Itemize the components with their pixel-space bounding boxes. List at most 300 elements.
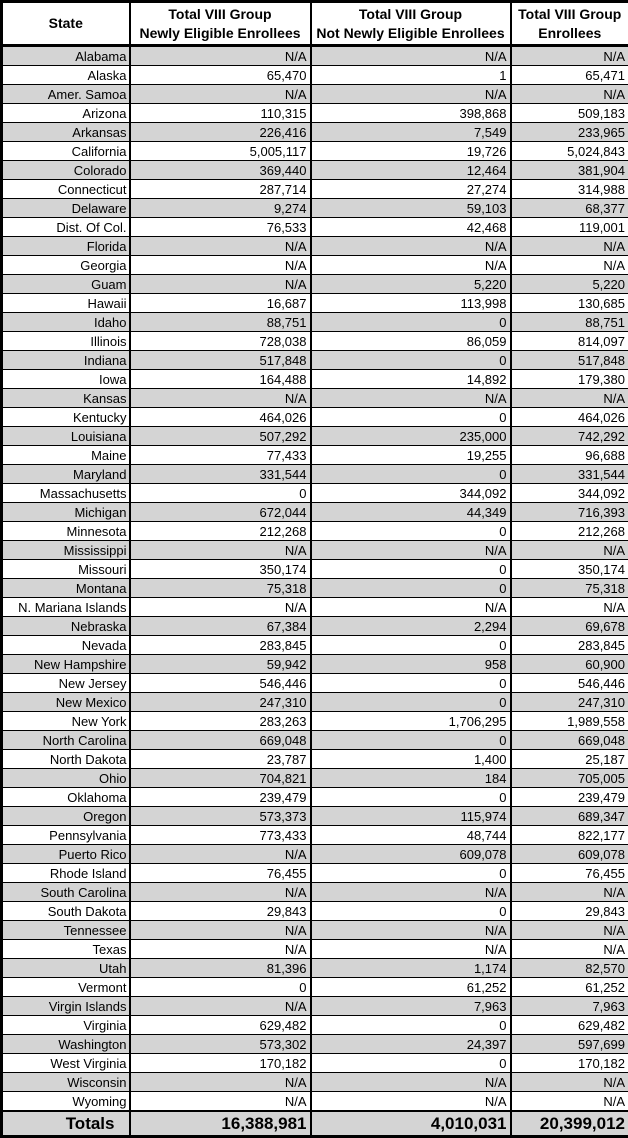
value-cell: 59,942	[130, 655, 311, 674]
col-header-newly-line2: Newly Eligible Enrollees	[133, 24, 308, 42]
value-cell: N/A	[130, 275, 311, 294]
value-cell: 60,900	[511, 655, 628, 674]
value-cell: 669,048	[511, 731, 628, 750]
state-cell: Oregon	[2, 807, 130, 826]
state-cell: Kansas	[2, 389, 130, 408]
state-cell: South Dakota	[2, 902, 130, 921]
value-cell: 75,318	[511, 579, 628, 598]
state-cell: Iowa	[2, 370, 130, 389]
state-cell: Connecticut	[2, 180, 130, 199]
value-cell: 287,714	[130, 180, 311, 199]
state-cell: Rhode Island	[2, 864, 130, 883]
value-cell: 19,726	[311, 142, 511, 161]
value-cell: 705,005	[511, 769, 628, 788]
col-header-total-line2: Enrollees	[514, 24, 627, 42]
value-cell: 67,384	[130, 617, 311, 636]
value-cell: N/A	[130, 389, 311, 408]
table-row	[2, 1054, 628, 1073]
state-cell: Indiana	[2, 351, 130, 370]
table-row	[2, 104, 628, 123]
value-cell: 0	[311, 465, 511, 484]
value-cell: 728,038	[130, 332, 311, 351]
table-header	[2, 2, 628, 46]
value-cell: 27,274	[311, 180, 511, 199]
value-cell: 239,479	[130, 788, 311, 807]
value-cell: 2,294	[311, 617, 511, 636]
value-cell: 247,310	[130, 693, 311, 712]
table-row	[2, 1035, 628, 1054]
value-cell: 170,182	[511, 1054, 628, 1073]
col-header-not-newly-line2: Not Newly Eligible Enrollees	[314, 24, 508, 42]
value-cell: 509,183	[511, 104, 628, 123]
value-cell: 283,263	[130, 712, 311, 731]
value-cell: N/A	[130, 997, 311, 1016]
state-cell: Delaware	[2, 199, 130, 218]
value-cell: 5,220	[311, 275, 511, 294]
value-cell: 226,416	[130, 123, 311, 142]
state-cell: California	[2, 142, 130, 161]
value-cell: N/A	[311, 883, 511, 902]
value-cell: 464,026	[130, 408, 311, 427]
value-cell: N/A	[511, 921, 628, 940]
value-cell: 96,688	[511, 446, 628, 465]
value-cell: 29,843	[130, 902, 311, 921]
value-cell: 247,310	[511, 693, 628, 712]
value-cell: 958	[311, 655, 511, 674]
value-cell: 669,048	[130, 731, 311, 750]
value-cell: 507,292	[130, 427, 311, 446]
table-row	[2, 351, 628, 370]
value-cell: 0	[311, 731, 511, 750]
value-cell: 82,570	[511, 959, 628, 978]
state-cell: Arkansas	[2, 123, 130, 142]
state-cell: Hawaii	[2, 294, 130, 313]
value-cell: 283,845	[511, 636, 628, 655]
table-row	[2, 408, 628, 427]
value-cell: N/A	[130, 541, 311, 560]
table-row	[2, 693, 628, 712]
value-cell: 773,433	[130, 826, 311, 845]
value-cell: 331,544	[511, 465, 628, 484]
table-row	[2, 807, 628, 826]
value-cell: N/A	[511, 256, 628, 275]
state-cell: New Hampshire	[2, 655, 130, 674]
col-header-not-newly-line1: Total VIII Group	[314, 5, 508, 23]
value-cell: 48,744	[311, 826, 511, 845]
table-row	[2, 522, 628, 541]
value-cell: 381,904	[511, 161, 628, 180]
value-cell: N/A	[311, 1073, 511, 1092]
state-cell: West Virginia	[2, 1054, 130, 1073]
col-header-total-line1: Total VIII Group	[514, 5, 627, 23]
value-cell: 76,533	[130, 218, 311, 237]
state-cell: Mississippi	[2, 541, 130, 560]
value-cell: 629,482	[130, 1016, 311, 1035]
state-cell: Vermont	[2, 978, 130, 997]
table-row	[2, 655, 628, 674]
value-cell: 1,706,295	[311, 712, 511, 731]
value-cell: N/A	[511, 46, 628, 66]
value-cell: N/A	[511, 1073, 628, 1092]
state-cell: Minnesota	[2, 522, 130, 541]
state-cell: Illinois	[2, 332, 130, 351]
value-cell: N/A	[311, 46, 511, 66]
value-cell: 0	[311, 313, 511, 332]
value-cell: 59,103	[311, 199, 511, 218]
value-cell: 61,252	[511, 978, 628, 997]
value-cell: 398,868	[311, 104, 511, 123]
value-cell: 350,174	[511, 560, 628, 579]
value-cell: N/A	[130, 237, 311, 256]
value-cell: N/A	[130, 46, 311, 66]
totals-newly-eligible: 16,388,981	[130, 1111, 311, 1137]
table-row	[2, 636, 628, 655]
value-cell: 1,174	[311, 959, 511, 978]
value-cell: 7,549	[311, 123, 511, 142]
value-cell: N/A	[511, 883, 628, 902]
table-row	[2, 579, 628, 598]
state-cell: Wisconsin	[2, 1073, 130, 1092]
state-cell: Florida	[2, 237, 130, 256]
value-cell: 76,455	[130, 864, 311, 883]
table-row	[2, 731, 628, 750]
value-cell: N/A	[311, 940, 511, 959]
value-cell: N/A	[511, 389, 628, 408]
state-cell: Oklahoma	[2, 788, 130, 807]
value-cell: 86,059	[311, 332, 511, 351]
value-cell: 239,479	[511, 788, 628, 807]
value-cell: 23,787	[130, 750, 311, 769]
state-cell: Pennsylvania	[2, 826, 130, 845]
value-cell: 65,470	[130, 66, 311, 85]
value-cell: 0	[311, 674, 511, 693]
table-row	[2, 313, 628, 332]
col-header-state-line1: State	[5, 14, 127, 32]
value-cell: N/A	[511, 237, 628, 256]
value-cell: 29,843	[511, 902, 628, 921]
state-cell: Massachusetts	[2, 484, 130, 503]
table-row	[2, 674, 628, 693]
value-cell: 0	[311, 351, 511, 370]
value-cell: N/A	[130, 598, 311, 617]
value-cell: 716,393	[511, 503, 628, 522]
value-cell: 369,440	[130, 161, 311, 180]
value-cell: N/A	[511, 598, 628, 617]
value-cell: 212,268	[130, 522, 311, 541]
value-cell: 25,187	[511, 750, 628, 769]
value-cell: 24,397	[311, 1035, 511, 1054]
value-cell: N/A	[311, 921, 511, 940]
table-row	[2, 883, 628, 902]
value-cell: 5,220	[511, 275, 628, 294]
value-cell: 110,315	[130, 104, 311, 123]
value-cell: N/A	[130, 845, 311, 864]
value-cell: 184	[311, 769, 511, 788]
value-cell: 629,482	[511, 1016, 628, 1035]
totals-label: Totals	[2, 1111, 130, 1137]
value-cell: N/A	[130, 1073, 311, 1092]
state-cell: Montana	[2, 579, 130, 598]
value-cell: 0	[130, 484, 311, 503]
table-footer	[2, 1111, 628, 1137]
table-row	[2, 370, 628, 389]
value-cell: 233,965	[511, 123, 628, 142]
col-header-total-enrollees	[511, 2, 628, 46]
state-cell: N. Mariana Islands	[2, 598, 130, 617]
table-row	[2, 294, 628, 313]
value-cell: N/A	[130, 1092, 311, 1112]
state-cell: Georgia	[2, 256, 130, 275]
state-cell: Idaho	[2, 313, 130, 332]
value-cell: 44,349	[311, 503, 511, 522]
table-row	[2, 617, 628, 636]
value-cell: 742,292	[511, 427, 628, 446]
table-row	[2, 199, 628, 218]
table-row	[2, 541, 628, 560]
value-cell: 68,377	[511, 199, 628, 218]
value-cell: 7,963	[511, 997, 628, 1016]
value-cell: N/A	[511, 541, 628, 560]
value-cell: 517,848	[130, 351, 311, 370]
header-row	[2, 2, 628, 46]
state-cell: Wyoming	[2, 1092, 130, 1112]
value-cell: N/A	[130, 921, 311, 940]
table-row	[2, 1073, 628, 1092]
table-row	[2, 256, 628, 275]
value-cell: 88,751	[130, 313, 311, 332]
value-cell: 1	[311, 66, 511, 85]
value-cell: 75,318	[130, 579, 311, 598]
table-row	[2, 769, 628, 788]
value-cell: N/A	[130, 883, 311, 902]
table-row	[2, 921, 628, 940]
value-cell: 69,678	[511, 617, 628, 636]
state-cell: Ohio	[2, 769, 130, 788]
state-cell: Alabama	[2, 46, 130, 66]
state-cell: Tennessee	[2, 921, 130, 940]
state-cell: Michigan	[2, 503, 130, 522]
table-row	[2, 902, 628, 921]
value-cell: N/A	[311, 389, 511, 408]
value-cell: 0	[311, 1054, 511, 1073]
table-row	[2, 503, 628, 522]
value-cell: N/A	[311, 85, 511, 104]
value-cell: 0	[311, 636, 511, 655]
state-cell: North Dakota	[2, 750, 130, 769]
state-cell: New York	[2, 712, 130, 731]
value-cell: 5,005,117	[130, 142, 311, 161]
value-cell: 65,471	[511, 66, 628, 85]
table-row	[2, 142, 628, 161]
table-row	[2, 845, 628, 864]
value-cell: 283,845	[130, 636, 311, 655]
value-cell: 61,252	[311, 978, 511, 997]
value-cell: 344,092	[311, 484, 511, 503]
state-cell: Puerto Rico	[2, 845, 130, 864]
value-cell: 9,274	[130, 199, 311, 218]
value-cell: N/A	[311, 541, 511, 560]
table-row	[2, 218, 628, 237]
value-cell: 609,078	[311, 845, 511, 864]
state-cell: Dist. Of Col.	[2, 218, 130, 237]
value-cell: 350,174	[130, 560, 311, 579]
value-cell: 81,396	[130, 959, 311, 978]
table-row	[2, 85, 628, 104]
value-cell: 0	[311, 902, 511, 921]
state-cell: Virginia	[2, 1016, 130, 1035]
table-row	[2, 427, 628, 446]
table-row	[2, 161, 628, 180]
value-cell: 119,001	[511, 218, 628, 237]
table-row	[2, 750, 628, 769]
table-row	[2, 237, 628, 256]
value-cell: 0	[311, 1016, 511, 1035]
value-cell: N/A	[130, 256, 311, 275]
state-cell: Nebraska	[2, 617, 130, 636]
value-cell: 344,092	[511, 484, 628, 503]
table-row	[2, 978, 628, 997]
table-row	[2, 465, 628, 484]
state-cell: New Jersey	[2, 674, 130, 693]
totals-not-newly-eligible: 4,010,031	[311, 1111, 511, 1137]
value-cell: 164,488	[130, 370, 311, 389]
table-row	[2, 959, 628, 978]
value-cell: 546,446	[130, 674, 311, 693]
table-row	[2, 1092, 628, 1112]
value-cell: 464,026	[511, 408, 628, 427]
col-header-newly-eligible	[130, 2, 311, 46]
value-cell: 88,751	[511, 313, 628, 332]
value-cell: 609,078	[511, 845, 628, 864]
col-header-not-newly-eligible	[311, 2, 511, 46]
value-cell: 170,182	[130, 1054, 311, 1073]
state-cell: New Mexico	[2, 693, 130, 712]
value-cell: 672,044	[130, 503, 311, 522]
value-cell: N/A	[511, 85, 628, 104]
totals-enrollees: 20,399,012	[511, 1111, 628, 1137]
value-cell: 7,963	[311, 997, 511, 1016]
table-row	[2, 180, 628, 199]
table-row	[2, 940, 628, 959]
value-cell: 0	[311, 864, 511, 883]
table-row	[2, 712, 628, 731]
value-cell: 1,989,558	[511, 712, 628, 731]
value-cell: 5,024,843	[511, 142, 628, 161]
value-cell: N/A	[130, 940, 311, 959]
state-cell: South Carolina	[2, 883, 130, 902]
state-cell: Texas	[2, 940, 130, 959]
value-cell: N/A	[311, 237, 511, 256]
table-row	[2, 275, 628, 294]
state-cell: Arizona	[2, 104, 130, 123]
col-header-newly-line1: Total VIII Group	[133, 5, 308, 23]
value-cell: 331,544	[130, 465, 311, 484]
value-cell: 0	[311, 408, 511, 427]
state-cell: Utah	[2, 959, 130, 978]
value-cell: 573,302	[130, 1035, 311, 1054]
state-cell: Washington	[2, 1035, 130, 1054]
value-cell: 235,000	[311, 427, 511, 446]
value-cell: 0	[311, 522, 511, 541]
state-cell: Amer. Samoa	[2, 85, 130, 104]
state-cell: Maryland	[2, 465, 130, 484]
table-row	[2, 826, 628, 845]
value-cell: 0	[311, 693, 511, 712]
table-row	[2, 389, 628, 408]
state-cell: North Carolina	[2, 731, 130, 750]
value-cell: N/A	[511, 940, 628, 959]
table-body	[2, 46, 628, 1112]
value-cell: 0	[311, 579, 511, 598]
state-cell: Guam	[2, 275, 130, 294]
state-cell: Louisiana	[2, 427, 130, 446]
value-cell: 113,998	[311, 294, 511, 313]
value-cell: 14,892	[311, 370, 511, 389]
value-cell: N/A	[511, 1092, 628, 1112]
value-cell: 19,255	[311, 446, 511, 465]
state-cell: Alaska	[2, 66, 130, 85]
table-row	[2, 46, 628, 66]
value-cell: 130,685	[511, 294, 628, 313]
value-cell: 814,097	[511, 332, 628, 351]
table-row	[2, 997, 628, 1016]
table-row	[2, 560, 628, 579]
state-cell: Missouri	[2, 560, 130, 579]
table-row	[2, 123, 628, 142]
value-cell: 0	[311, 788, 511, 807]
state-cell: Kentucky	[2, 408, 130, 427]
value-cell: 212,268	[511, 522, 628, 541]
value-cell: 77,433	[130, 446, 311, 465]
state-cell: Colorado	[2, 161, 130, 180]
value-cell: N/A	[311, 1092, 511, 1112]
table-row	[2, 66, 628, 85]
table-row	[2, 864, 628, 883]
table-row	[2, 332, 628, 351]
table-row	[2, 598, 628, 617]
value-cell: 822,177	[511, 826, 628, 845]
value-cell: 314,988	[511, 180, 628, 199]
table-row	[2, 788, 628, 807]
state-cell: Nevada	[2, 636, 130, 655]
value-cell: 517,848	[511, 351, 628, 370]
value-cell: 704,821	[130, 769, 311, 788]
state-cell: Maine	[2, 446, 130, 465]
value-cell: N/A	[130, 85, 311, 104]
value-cell: 0	[130, 978, 311, 997]
value-cell: 12,464	[311, 161, 511, 180]
value-cell: 16,687	[130, 294, 311, 313]
value-cell: 42,468	[311, 218, 511, 237]
value-cell: 689,347	[511, 807, 628, 826]
value-cell: 597,699	[511, 1035, 628, 1054]
state-cell: Virgin Islands	[2, 997, 130, 1016]
value-cell: 0	[311, 560, 511, 579]
table-row	[2, 1016, 628, 1035]
value-cell: N/A	[311, 598, 511, 617]
value-cell: N/A	[311, 256, 511, 275]
value-cell: 115,974	[311, 807, 511, 826]
value-cell: 546,446	[511, 674, 628, 693]
table-row	[2, 446, 628, 465]
totals-row	[2, 1111, 628, 1137]
value-cell: 1,400	[311, 750, 511, 769]
table-row	[2, 484, 628, 503]
value-cell: 179,380	[511, 370, 628, 389]
value-cell: 76,455	[511, 864, 628, 883]
value-cell: 573,373	[130, 807, 311, 826]
col-header-state	[2, 2, 130, 46]
